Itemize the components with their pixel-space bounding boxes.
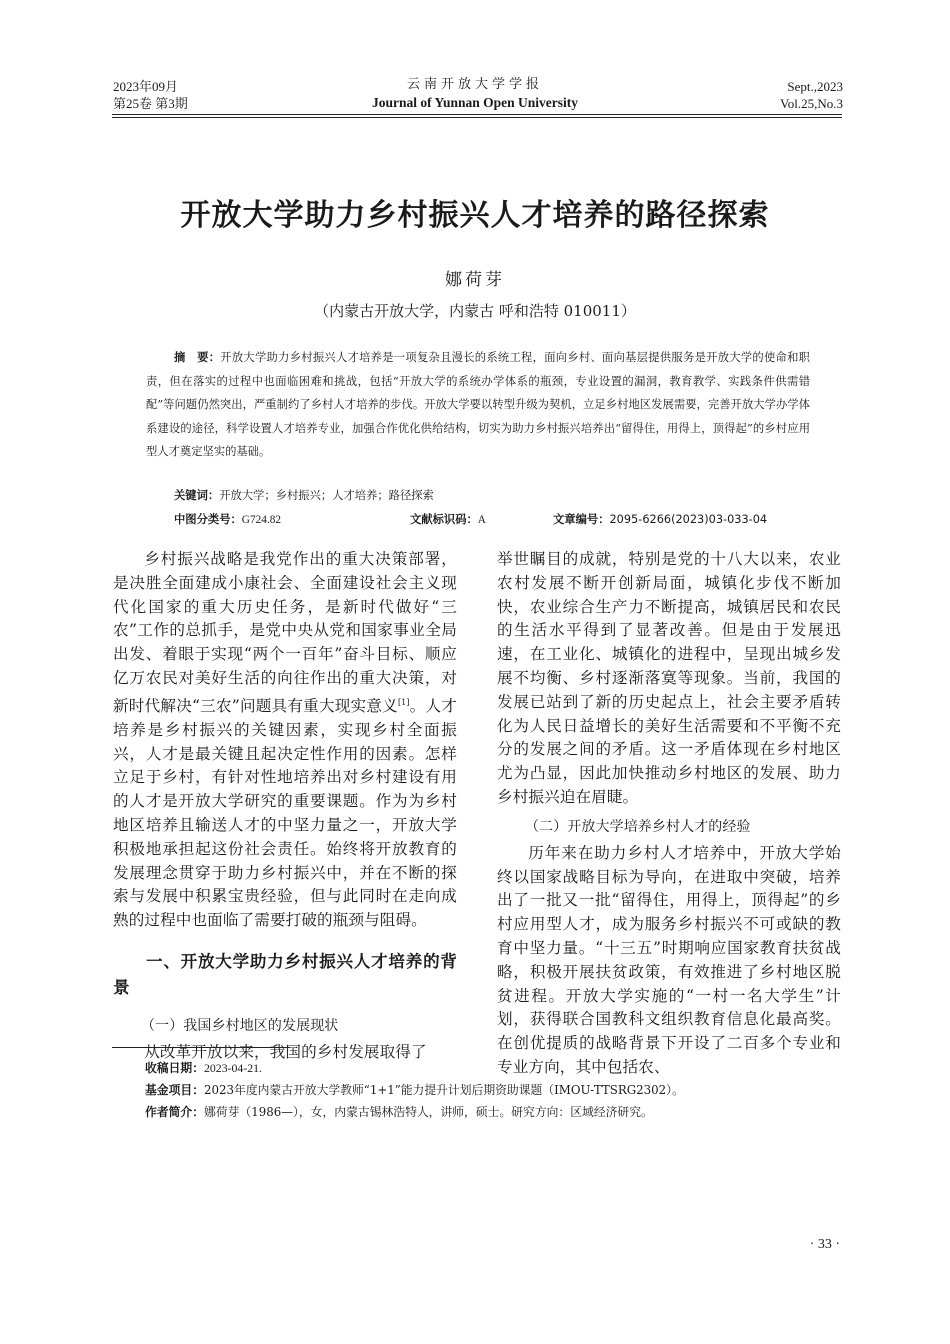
body-paragraph-2-cont: [497, 548, 841, 810]
body-paragraph-3: 历年来在助力乡村人才培养中，开放大学始终以国家战略目标为导向，在进取中突破，培养出了一批又一批“留得住，用得上，顶得起”的乡村应用型人才，成为服务乡村振兴不可或缺的教育中坚力量。“十三五”时期响应国家教育扶贫战略，积极开展扶贫政策，有效推进了乡村地区脱贫进程。开放大学实施的“一村一名大学生”计划，获得联合国教科文组织教育信息化最高奖。在创优提质的战略背景下开设了二百多个专业和专业方向，其中包括农、: [497, 843, 841, 1076]
citation-ref: [1]: [397, 697, 410, 707]
footnote-fund: [145, 1080, 845, 1100]
footnote-rule: [112, 1047, 290, 1048]
article-title: 开放大学助力乡村振兴人才培养的路径探索: [180, 198, 770, 233]
fund-label: 基金项目：: [145, 1083, 204, 1097]
document-code-value: A: [477, 514, 486, 526]
paragraph-text-cont: 。人才培养是乡村振兴的关键因素，实现乡村全面振兴，人才是最关键且起决定性作用的因素。怎样立足于乡村，有针对性地培养出对乡村建设有用的人才是开放大学研究的重要课题。作为为乡村地区培养且输送人才的中坚力量之一，开放大学积极地承担起这份社会责任。始终将开放教育的发展理念贯穿于助力乡村振兴中，并在不断的探索与发展中积累宝贵经验，但与此同时在走向成熟的过程中也面临了需要打破的瓶颈与阻碍。: [113, 696, 457, 930]
received-date: 2023-04-21.: [204, 1061, 262, 1075]
body-paragraph-1: [113, 548, 457, 933]
received-label: 收稿日期：: [145, 1061, 204, 1075]
issue-date: 2023年09月: [113, 79, 179, 94]
section-heading-1: 一、开放大学助力乡村振兴人才培养的背景: [113, 951, 457, 997]
article-number-value: 2095-6266(2023)03-033-04: [609, 513, 768, 526]
article-number: [553, 511, 767, 527]
abstract-text: 开放大学助力乡村振兴人才培养是一项复杂且漫长的系统工程，面向乡村、面向基层提供服务是开放大学的使命和职责，但在落实的过程中也面临困难和挑战，包括“开放大学的系统办学体系的瓶颈，专业设置的漏洞，教育教学、实践条件供需错配”等问题仍然突出，严重制约了乡村人才培养的步伐。开放大学要以转型升级为契机，立足乡村地区发展需要，完善开放大学办学体系建设的途径，科学设置人才培养专业，加强合作优化供给结构，切实为助力乡村振兴培养出“留得住，用得上，顶得起”的乡村应用型人才奠定坚实的基础。: [146, 351, 810, 458]
bio-text: 娜荷芽（1986—），女，内蒙古锡林浩特人，讲师，硕士。研究方向：区域经济研究。: [204, 1105, 653, 1119]
keywords-text: 开放大学；乡村振兴；人才培养；路径探索: [219, 489, 434, 502]
clc-label: 中图分类号：: [174, 513, 242, 526]
header-rule-bottom: [112, 117, 842, 118]
paragraph-text: 乡村振兴战略是我党作出的重大决策部署，是决胜全面建成小康社会、全面建设社会主义现代化国家的重大历史任务，是新时代做好“三农”工作的总抓手，是党中央从党和国家事业全局出发、着眼于实现“两个一百年”奋斗目标、顺应亿万农民对美好生活的向往作出的重大决策，对新时代解决“三农”问题具有重大现实意义: [113, 550, 457, 715]
bio-label: 作者简介：: [145, 1105, 204, 1119]
issue-date-en: Sept.,2023: [787, 79, 843, 94]
issue-volume: 第25卷 第3期: [113, 96, 188, 111]
keywords: [174, 487, 434, 503]
document-code: [410, 511, 486, 527]
header-center: [300, 76, 650, 112]
clc-code: [174, 511, 281, 527]
header-left: [113, 78, 188, 112]
clc-value: G724.82: [241, 514, 282, 526]
subsection-heading-2: （二）开放大学培养乡村人才的经验: [525, 818, 751, 835]
paragraph-text: 从改革开放以来，我国的乡村发展取得了: [144, 1042, 427, 1061]
footnote-author-bio: [145, 1102, 845, 1122]
keywords-label: 关键词：: [174, 489, 220, 502]
header-right: [780, 78, 843, 112]
article-author: 娜荷芽: [445, 270, 505, 290]
journal-name-en: Journal of Yunnan Open University: [371, 95, 579, 110]
paragraph-text-cont: 举世瞩目的成就，特别是党的十八大以来，农业农村发展不断开创新局面，城镇化步伐不断加快，农业综合生产力不断提高，城镇居民和农民的生活水平得到了显著改善。但是由于发展迅速，在工业化、城镇化的进程中，呈现出城乡发展不均衡、乡村逐渐落寞等现象。当前，我国的发展已站到了新的历史起点上，社会主要矛盾转化为人民日益增长的美好生活需要和不平衡不充分的发展之间的矛盾。这一矛盾体现在乡村地区尤为凸显，因此加快推动乡村地区的发展、助力乡村振兴迫在眉睫。: [497, 550, 841, 806]
header-rule-top: [112, 114, 842, 115]
subsection-heading-1: （一）我国乡村地区的发展现状: [141, 1017, 339, 1034]
article-number-label: 文章编号：: [553, 513, 610, 526]
fund-text: 2023年度内蒙古开放大学教师“1+1”能力提升计划后期资助课题（IMOU-TTSRG2302）。: [204, 1083, 684, 1097]
document-code-label: 文献标识码：: [410, 513, 478, 526]
abstract: [146, 346, 810, 464]
journal-name-cn: 云南开放大学学报: [406, 77, 543, 92]
footnote-received: [145, 1058, 845, 1078]
page-number: · 33 ·: [809, 1237, 840, 1252]
body-column-left: [113, 548, 457, 1067]
body-column-right: [497, 548, 841, 1080]
abstract-label: 摘 要：: [174, 351, 221, 364]
author-affiliation: （内蒙古开放大学，内蒙古 呼和浩特 010011）: [314, 302, 636, 320]
issue-volume-en: Vol.25,No.3: [780, 96, 843, 111]
